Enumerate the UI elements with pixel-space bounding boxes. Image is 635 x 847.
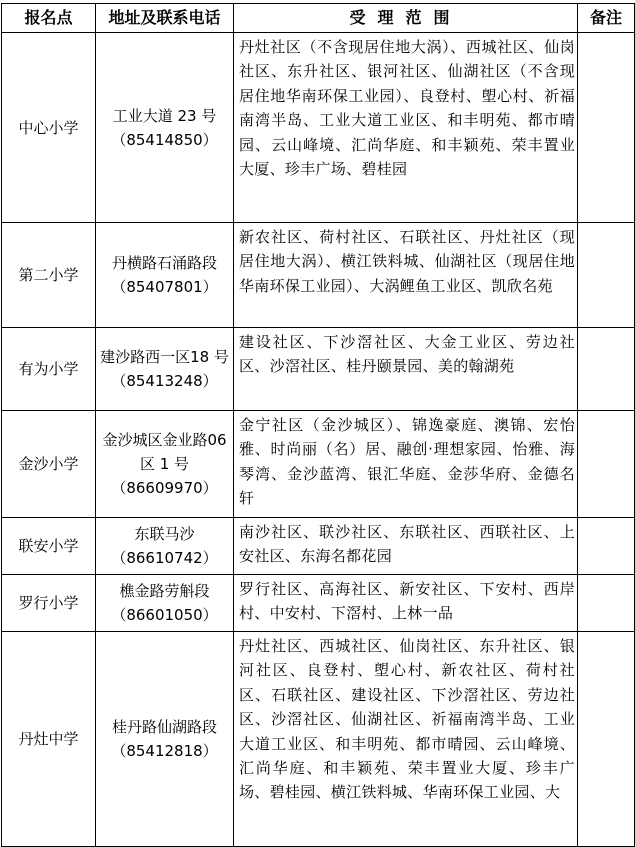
table-row [2,328,635,411]
school-address-cell [96,575,234,632]
table-row [2,33,635,223]
school-name: 罗行小学 [2,575,96,632]
school-address-cell [96,518,234,575]
school-phone: （86610742） [111,549,218,567]
school-address: 桂丹路仙湖路段 [111,718,217,736]
school-address: 丹横路石涌路段 [111,254,217,272]
school-address: 东联马沙 [134,525,195,543]
school-phone: （85413248） [111,372,218,390]
school-name: 有为小学 [2,328,96,411]
service-scope: 罗行社区、高海社区、新安社区、下安村、西岸村、中安村、下滘村、上林一品 [234,575,578,632]
school-address: 建沙路西一区18 号 [100,348,229,366]
enrollment-table [1,3,635,847]
note-cell [578,33,635,223]
header-name: 报名点 [2,4,96,33]
service-scope: 丹灶社区（不含现居住地大涡）、西城社区、仙岗社区、东升社区、银河社区、仙湖社区（不含现居住地华南环保工业园）、良登村、塱心村、祈福南湾半岛、工业大道工业区、和丰明苑、都市晴园、云山峰境、汇尚华庭、和丰颖苑、荣丰置业大厦、珍丰广场、碧桂园 [234,33,578,223]
header-row [2,4,635,33]
school-name: 联安小学 [2,518,96,575]
service-scope: 南沙社区、联沙社区、东联社区、西联社区、上安社区、东海名都花园 [234,518,578,575]
school-address: 金沙城区金业路06 区 1 号 [102,431,227,473]
header-scope: 受理范围 [234,4,578,33]
service-scope: 金宁社区（金沙城区）、锦逸豪庭、澳锦、宏怡雅、时尚丽（名）居、融创·理想家园、怡雅、海琴湾、金沙蓝湾、银汇华庭、金莎华府、金德名轩 [234,411,578,518]
note-cell [578,632,635,847]
service-scope: 建设社区、下沙滘社区、大金工业区、劳边社区、沙滘社区、桂丹颐景园、美的翰湖苑 [234,328,578,411]
school-address-cell [96,223,234,328]
table-row [2,575,635,632]
service-scope: 丹灶社区、西城社区、仙岗社区、东升社区、银河社区、良登村、塱心村、新农社区、荷村社区、石联社区、建设社区、下沙滘社区、劳边社区、沙滘社区、仙湖社区、祈福南湾半岛、工业大道工业区、和丰明苑、都市晴园、云山峰境、汇尚华庭、和丰颖苑、荣丰置业大厦、珍丰广场、碧桂园、横江铁料城、华南环保工业园、大 [239,637,575,802]
service-scope: 新农社区、荷村社区、石联社区、丹灶社区（现居住地大涡）、横江铁料城、仙湖社区（现居住地华南环保工业园）、大涡鲤鱼工业区、凯欣名苑 [234,223,578,328]
table-row [2,411,635,518]
school-phone: （85407801） [111,278,218,296]
school-name: 中心小学 [2,33,96,223]
school-address-cell [96,632,234,847]
note-cell [578,223,635,328]
school-address-cell [96,411,234,518]
school-address-cell [96,33,234,223]
note-cell [578,518,635,575]
note-cell [578,575,635,632]
table-row [2,632,635,847]
school-phone: （85412818） [111,742,218,760]
school-phone: （85414850） [111,130,218,149]
school-address: 工业大道 23 号 [112,106,217,125]
header-note: 备注 [578,4,635,33]
school-phone: （86609970） [111,479,218,497]
school-name: 金沙小学 [2,411,96,518]
school-address-cell [96,328,234,411]
header-address: 地址及联系电话 [96,4,234,33]
school-name: 第二小学 [2,223,96,328]
table-row [2,223,635,328]
service-scope-cell [234,632,578,847]
school-address: 樵金路劳斛段 [119,582,210,600]
table-row [2,518,635,575]
school-phone: （86601050） [111,606,218,624]
note-cell [578,411,635,518]
note-cell [578,328,635,411]
school-name: 丹灶中学 [2,632,96,847]
